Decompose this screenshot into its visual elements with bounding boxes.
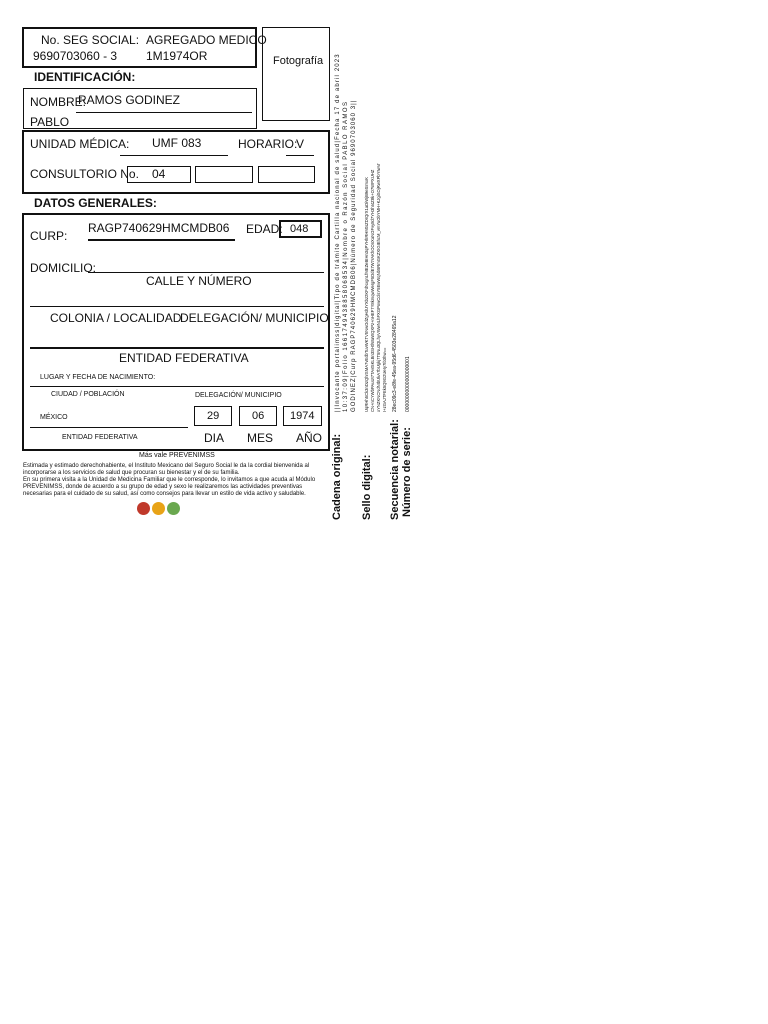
colonia-label: COLONIA / LOCALIDAD [50,311,182,325]
curp-underline [88,239,235,241]
cadena-line-1: ||Invocante portalimss|digital|Tipo de trámite Cartilla nacional de salud|Fecha 17 de abril 2023 [335,53,341,412]
anio-value: 1974 [290,410,315,422]
sello-line-1: UqRHh5Ck3nDzQhrSMA7vEdbTuvWKTV5NwOdZgHdUYXbz2KFdNxgnLfMEZeBIHn3qPYHhRHMtsZDrQrX1aDiWjB9eSImxK [364,177,369,412]
logo-circle-red [137,502,150,515]
mes-label: MES [247,431,274,445]
curp-label: CURP: [30,229,68,243]
entidad-value: MÉXICO [40,414,68,421]
unidad-label: UNIDAD MÉDICA: [30,137,130,151]
nombre-underline [76,112,252,113]
welcome-text [23,463,329,498]
prevenimss-slogan: Más vale PREVENIMSS [139,452,215,459]
horario-value: V [296,137,305,151]
mes-value: 06 [252,410,265,422]
nacimiento-label: LUGAR Y FECHA DE NACIMIENTO: [40,374,156,381]
nss-label: No. SEG SOCIAL: [41,33,140,47]
edad-value: 048 [290,223,309,235]
entidad-label: ENTIDAD FEDERATIVA [119,351,249,365]
nss-value: 9690703060 - 3 [33,49,118,63]
entidad-small-label: ENTIDAD FEDERATIVA [62,434,138,441]
calle-label: CALLE Y NÚMERO [146,274,252,288]
serie-value: 00000000000000000001 [405,356,411,412]
photo-label: Fotografía [273,55,324,67]
sello-line-2: CN+nCYWbPAuUI7TAvt5KLBn3SHtlWaWQXPz+nHEF7Y8kmqwWeIgF5DdE7WtYAKhOOnXaNOFvy8d7YH3hI4Z8k+O7WPXUHZ [370,169,375,412]
anio-label: AÑO [296,431,323,445]
consultorio-box-3 [258,166,315,183]
edad-label: EDAD: [246,222,283,236]
cadena-line-2: 10:37:09|Folio 1661749438858068534|Nombre o Razón Social PABLO RAMOS [343,100,349,412]
entidad-underline [30,427,188,428]
delegacion-label: DELEGACIÓN/ MUNICIPIO [180,311,329,325]
nombre-value: PABLO [30,115,70,129]
secuencia-value: 28ec09c3-e8fe-45ea-95d6-4503e28465a12 [392,315,398,412]
apellidos-value: RAMOS GODINEZ [78,93,181,107]
horario-label: HORARIO: [238,137,298,151]
calle-line [30,306,324,307]
secuencia-label: Secuencia notarial: [389,419,401,520]
dia-value: 29 [207,410,220,422]
consultorio-box-2 [195,166,253,183]
prevenimss-logo [137,502,183,516]
unidad-value: UMF 083 [152,136,202,150]
consultorio-label: CONSULTORIO No. [30,167,139,181]
delegacion-small-label: DELEGACIÓN/ MUNICIPIO [195,392,282,399]
nacimiento-line [30,386,324,387]
cadena-label: Cadena original: [331,433,343,520]
photo-box [262,27,330,121]
logo-circle-yellow [152,502,165,515]
welcome-paragraph-2: En su primera visita a la Unidad de Medicina Familiar que le corresponde, lo invitamos a que acuda al Módulo PREVENIMSS, donde de acuerdo a su grupo de edad y sexo le realizaremos las actividades preventivas necesarias para el cuidado de su salud, así como consejos para llevar un estilo de vida activo y saludable. [23,477,316,497]
domicilio-underline [88,272,324,273]
sello-line-4: I+zGAJTFEk5Q9G2UeIy7Ib3hw== [382,347,387,412]
serie-label: Número de serie: [401,427,413,517]
nombre-label: NOMBRE: [30,95,87,109]
horario-underline [286,155,314,156]
ciudad-label: CIUDAD / POBLACIÓN [51,391,125,398]
sello-line-3: xYNZKNCNdNIbUkA7bUgkj7T5Nu3QLhyVWwNLhFXGPowCclsY5EwWqNb5RmGKZXIGIEhcM_vmYuObYMH+KJgiSOjRwXPbYIwVr [376,163,381,412]
logo-circle-green [167,502,180,515]
unidad-underline [120,155,228,156]
domicilio-label: DOMICILIO: [30,261,97,275]
agregado-value: 1M1974OR [146,49,208,63]
agregado-label: AGREGADO MEDICO [146,33,267,47]
dia-label: DIA [204,431,225,445]
cadena-line-3: GODINEZ|Curp RAGP740629HMCMDB06|Número de Seguridad Social 9690703060 3|| [351,99,357,412]
consultorio-value: 04 [152,167,166,181]
colonia-line [30,347,324,349]
welcome-paragraph-1: Estimada y estimado derechohabiente, el Instituto Mexicano del Seguro Social le da la cordial bienvenida al incorporarse a los servicios de salud que procuran su bienestar y el de su familia. [23,463,310,476]
identificacion-title: IDENTIFICACIÓN: [34,70,136,84]
curp-value: RAGP740629HMCMDB06 [88,221,230,235]
datos-title: DATOS GENERALES: [34,196,157,210]
sello-label: Sello digital: [361,454,373,520]
